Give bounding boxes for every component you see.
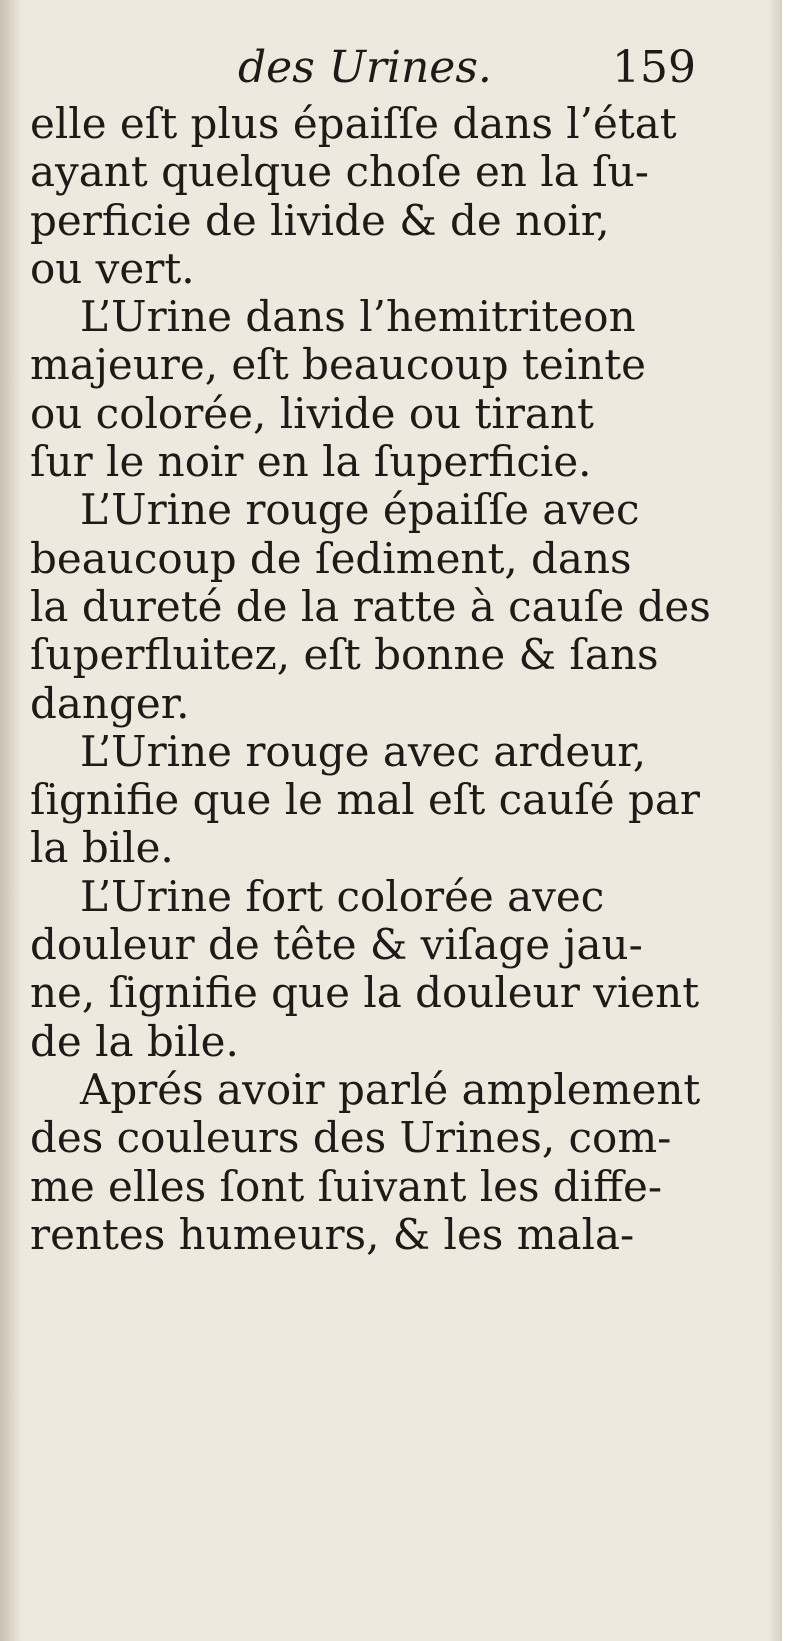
- text-line: perficie de livide & de noir,: [30, 195, 610, 245]
- text-line: ne, ſignifie que la douleur vient: [30, 968, 700, 1018]
- paragraph-start-line: L’Urine rouge épaiſſe avec: [80, 485, 640, 535]
- text-line: douleur de tête & viſage jau-: [30, 920, 643, 970]
- text-line: beaucoup de ſediment, dans: [30, 533, 632, 583]
- text-line: ou colorée, livide ou tirant: [30, 388, 594, 438]
- text-line: majeure, eſt beaucoup teinte: [30, 340, 646, 390]
- text-line: la bile.: [30, 823, 174, 873]
- text-line: ou vert.: [30, 243, 195, 293]
- text-line: ſuperfluitez, eſt bonne & ſans: [30, 630, 659, 680]
- text-line: de la bile.: [30, 1016, 239, 1066]
- text-line: elle eſt plus épaiſſe dans l’état: [30, 99, 677, 148]
- text-line: me elles ſont ſuivant les diffe-: [30, 1161, 663, 1211]
- text-line: des couleurs des Urines, com-: [30, 1113, 672, 1163]
- text-line: ſur le noir en la ſuperficie.: [30, 437, 592, 487]
- gutter-shadow: [0, 0, 22, 1641]
- text-line: danger.: [30, 678, 190, 728]
- text-line: ayant quelque choſe en la ſu-: [30, 147, 649, 197]
- paragraph-start-line: L’Urine fort colorée avec: [80, 871, 605, 921]
- paragraph-start-line: L’Urine rouge avec ardeur,: [80, 726, 647, 776]
- paragraph-start-line: Aprés avoir parlé amplement: [80, 1064, 701, 1114]
- text-line: rentes humeurs, & les mala-: [30, 1209, 635, 1259]
- running-head: des Urines.: [238, 42, 492, 93]
- page-number: 159: [612, 42, 696, 93]
- page-edge-shadow: [768, 0, 782, 1641]
- page-header: [0, 38, 782, 98]
- text-line: ſignifie que le mal eſt cauſé par: [30, 775, 700, 825]
- paragraph-start-line: L’Urine dans l’hemitriteon: [80, 292, 636, 342]
- text-line: la dureté de la ratte à cauſe des: [30, 581, 711, 631]
- body-text: [30, 100, 730, 1259]
